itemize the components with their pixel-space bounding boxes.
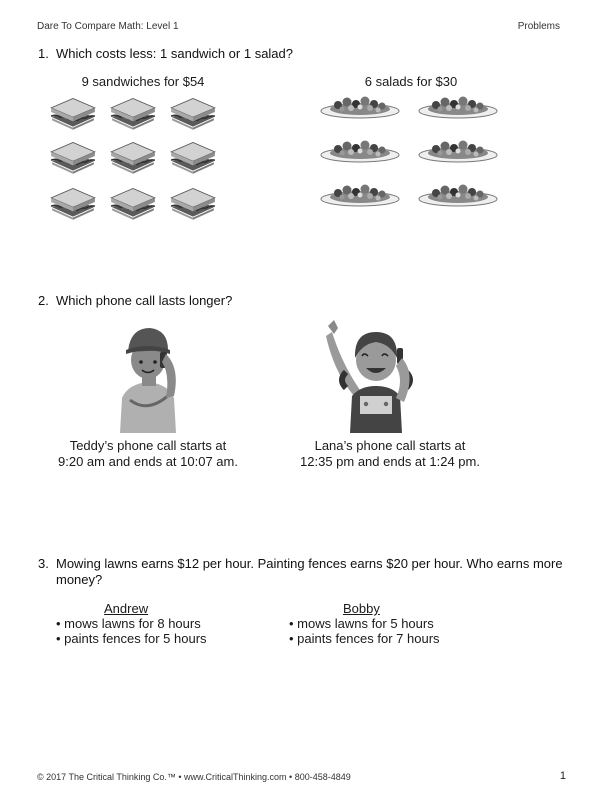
question-text-line-2: money? bbox=[56, 572, 103, 587]
question-3 bbox=[38, 556, 563, 588]
question-text: Which phone call lasts longer? bbox=[56, 293, 233, 308]
salad-grid bbox=[320, 94, 505, 214]
sandwich-icon bbox=[108, 94, 158, 130]
bobby-block bbox=[289, 601, 489, 646]
sandwich-icon bbox=[168, 138, 218, 174]
sandwich-icon bbox=[168, 94, 218, 130]
list-item: • mows lawns for 8 hours bbox=[56, 616, 201, 631]
list-item: • paints fences for 7 hours bbox=[289, 631, 440, 646]
header-title: Dare To Compare Math: Level 1 bbox=[37, 21, 179, 32]
question-text: Which costs less: 1 sandwich or 1 salad? bbox=[56, 46, 293, 61]
lana-caption-line-1: Lana’s phone call starts at bbox=[314, 438, 466, 453]
salad-icon bbox=[320, 182, 400, 208]
question-1 bbox=[38, 46, 293, 61]
salad-icon bbox=[320, 138, 400, 164]
salad-icon bbox=[418, 138, 498, 164]
sandwich-grid bbox=[48, 94, 228, 224]
sandwich-icon bbox=[108, 138, 158, 174]
sandwich-icon bbox=[48, 138, 98, 174]
question-number: 2. bbox=[38, 293, 49, 308]
salad-icon bbox=[418, 94, 498, 120]
sandwich-icon bbox=[48, 184, 98, 220]
question-text-line-1: Mowing lawns earns $12 per hour. Painting fences earns $20 per hour. Who earns more bbox=[56, 556, 563, 571]
teddy-caption-line-2: 9:20 am and ends at 10:07 am. bbox=[58, 454, 238, 469]
sandwich-icon bbox=[48, 94, 98, 130]
salad-caption: 6 salads for $30 bbox=[364, 74, 458, 89]
salad-icon bbox=[418, 182, 498, 208]
lana-caption bbox=[290, 438, 490, 470]
header-section: Problems bbox=[517, 21, 560, 32]
question-number: 3. bbox=[38, 556, 49, 571]
person-name: Andrew bbox=[104, 601, 149, 616]
footer-copyright: © 2017 The Critical Thinking Co.™ • www.CriticalThinking.com • 800-458-4849 bbox=[37, 772, 351, 782]
list-item: • mows lawns for 5 hours bbox=[289, 616, 434, 631]
person-name: Bobby bbox=[343, 601, 380, 616]
girl-on-phone-icon bbox=[320, 318, 430, 433]
lana-caption-line-2: 12:35 pm and ends at 1:24 pm. bbox=[300, 454, 480, 469]
andrew-block bbox=[56, 601, 256, 646]
salad-icon bbox=[320, 94, 400, 120]
teddy-caption-line-1: Teddy’s phone call starts at bbox=[69, 438, 227, 453]
list-item: • paints fences for 5 hours bbox=[56, 631, 207, 646]
sandwich-icon bbox=[168, 184, 218, 220]
sandwich-icon bbox=[108, 184, 158, 220]
sandwich-caption: 9 sandwiches for $54 bbox=[81, 74, 205, 89]
page-number: 1 bbox=[559, 770, 566, 782]
teddy-caption bbox=[48, 438, 248, 470]
boy-on-phone-icon bbox=[108, 318, 188, 433]
question-2 bbox=[38, 293, 232, 308]
question-number: 1. bbox=[38, 46, 49, 61]
